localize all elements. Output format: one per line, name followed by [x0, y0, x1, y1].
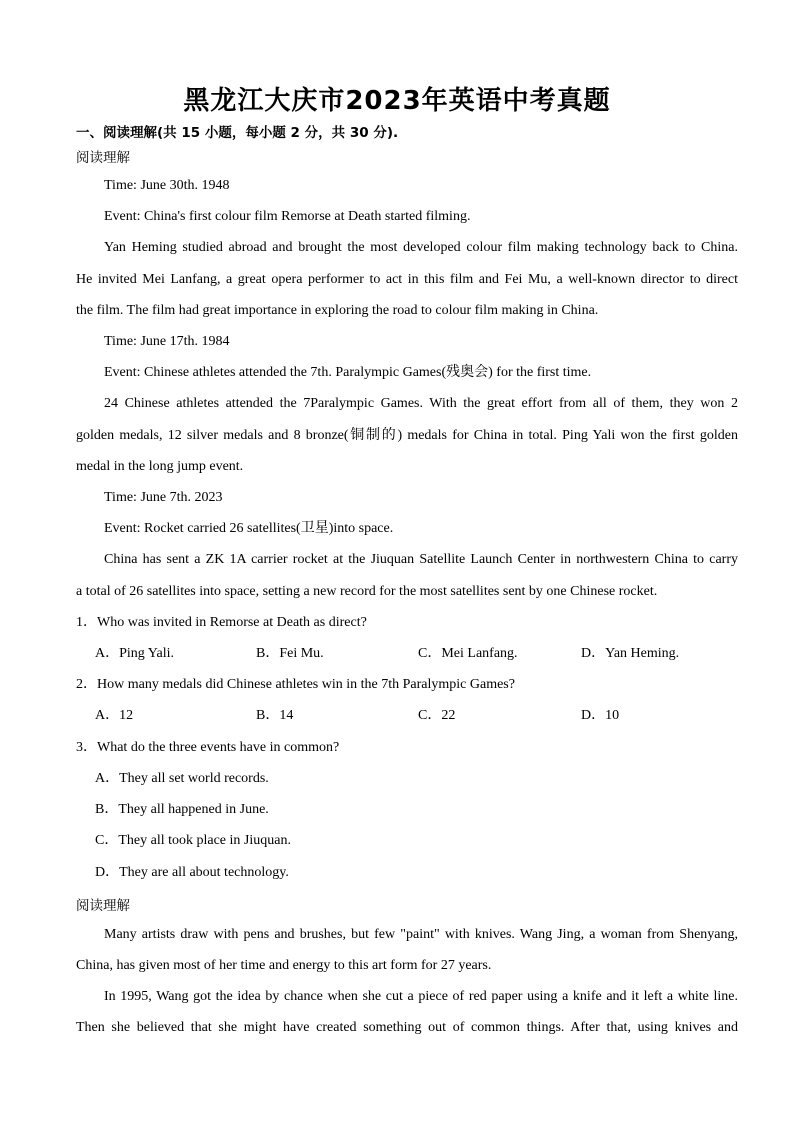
passage1-para1-line1: Yan Heming studied abroad and brought the most developed colour film making technology back to China. [104, 240, 738, 255]
question-3-option-a[interactable]: A．They all set world records. [95, 771, 269, 786]
passage1-para1-line3: the film. The film had great importance in exploring the road to colour film making in China. [76, 303, 599, 318]
question-2-option-c[interactable]: C．22 [418, 708, 456, 723]
question-3-stem: 3．What do the three events have in common? [76, 740, 340, 755]
question-1-option-b[interactable]: B．Fei Mu. [256, 646, 324, 661]
passage2-para1-line2: China, has given most of her time and energy to this art form for 27 years. [76, 958, 492, 973]
document-title: 黑龙江大庆市2023年英语中考真题 [183, 86, 611, 116]
passage1-para2-line2: golden medals, 12 silver medals and 8 bronze(铜制的) medals for China in total. Ping Yali won the first golden [76, 428, 738, 443]
passage2-heading: 阅读理解 [76, 898, 130, 914]
passage1-para1-line2: He invited Mei Lanfang, a great opera performer to act in this film and Fei Mu, a well-known director to direct [76, 272, 738, 287]
question-3-option-b[interactable]: B．They all happened in June. [95, 802, 269, 817]
question-2-option-d[interactable]: D．10 [581, 708, 620, 723]
passage1-para2-line1: 24 Chinese athletes attended the 7Paralympic Games. With the great effort from all of them, they won 2 [104, 396, 738, 411]
passage2-para2-line2: Then she believed that she might have created something out of common things. After that, using knives and [76, 1020, 738, 1035]
passage2-para2-line1: In 1995, Wang got the idea by chance when she cut a piece of red paper using a knife and it left a white line. [104, 989, 738, 1004]
question-1-option-a[interactable]: A．Ping Yali. [95, 646, 174, 661]
question-2-stem: 2．How many medals did Chinese athletes win in the 7th Paralympic Games? [76, 677, 515, 692]
passage1-time3: Time: June 7th. 2023 [104, 490, 223, 505]
question-2-option-a[interactable]: A．12 [95, 708, 134, 723]
question-1-stem: 1．Who was invited in Remorse at Death as direct? [76, 615, 367, 630]
passage1-para2-line3: medal in the long jump event. [76, 459, 244, 474]
question-1-option-c[interactable]: C．Mei Lanfang. [418, 646, 518, 661]
passage1-heading: 阅读理解 [76, 150, 130, 166]
passage1-para3-line1: China has sent a ZK 1A carrier rocket at the Jiuquan Satellite Launch Center in northwestern China to carry [104, 552, 738, 567]
passage1-time1: Time: June 30th. 1948 [104, 178, 230, 193]
passage1-event3: Event: Rocket carried 26 satellites(卫星)into space. [104, 521, 394, 536]
question-3-option-d[interactable]: D．They are all about technology. [95, 865, 289, 880]
section-heading: 一、阅读理解(共 15 小题，每小题 2 分，共 30 分). [76, 125, 399, 141]
passage1-time2: Time: June 17th. 1984 [104, 334, 230, 349]
passage1-event2: Event: Chinese athletes attended the 7th. Paralympic Games(残奥会) for the first time. [104, 365, 592, 380]
passage2-para1-line1: Many artists draw with pens and brushes, but few "paint" with knives. Wang Jing, a woman from Shenyang, [104, 927, 738, 942]
passage1-event1: Event: China's first colour film Remorse at Death started filming. [104, 209, 471, 224]
question-3-option-c[interactable]: C．They all took place in Jiuquan. [95, 833, 291, 848]
passage1-para3-line2: a total of 26 satellites into space, setting a new record for the most satellites sent by one Chinese rocket. [76, 584, 658, 599]
question-1-option-d[interactable]: D．Yan Heming. [581, 646, 680, 661]
question-2-option-b[interactable]: B．14 [256, 708, 294, 723]
